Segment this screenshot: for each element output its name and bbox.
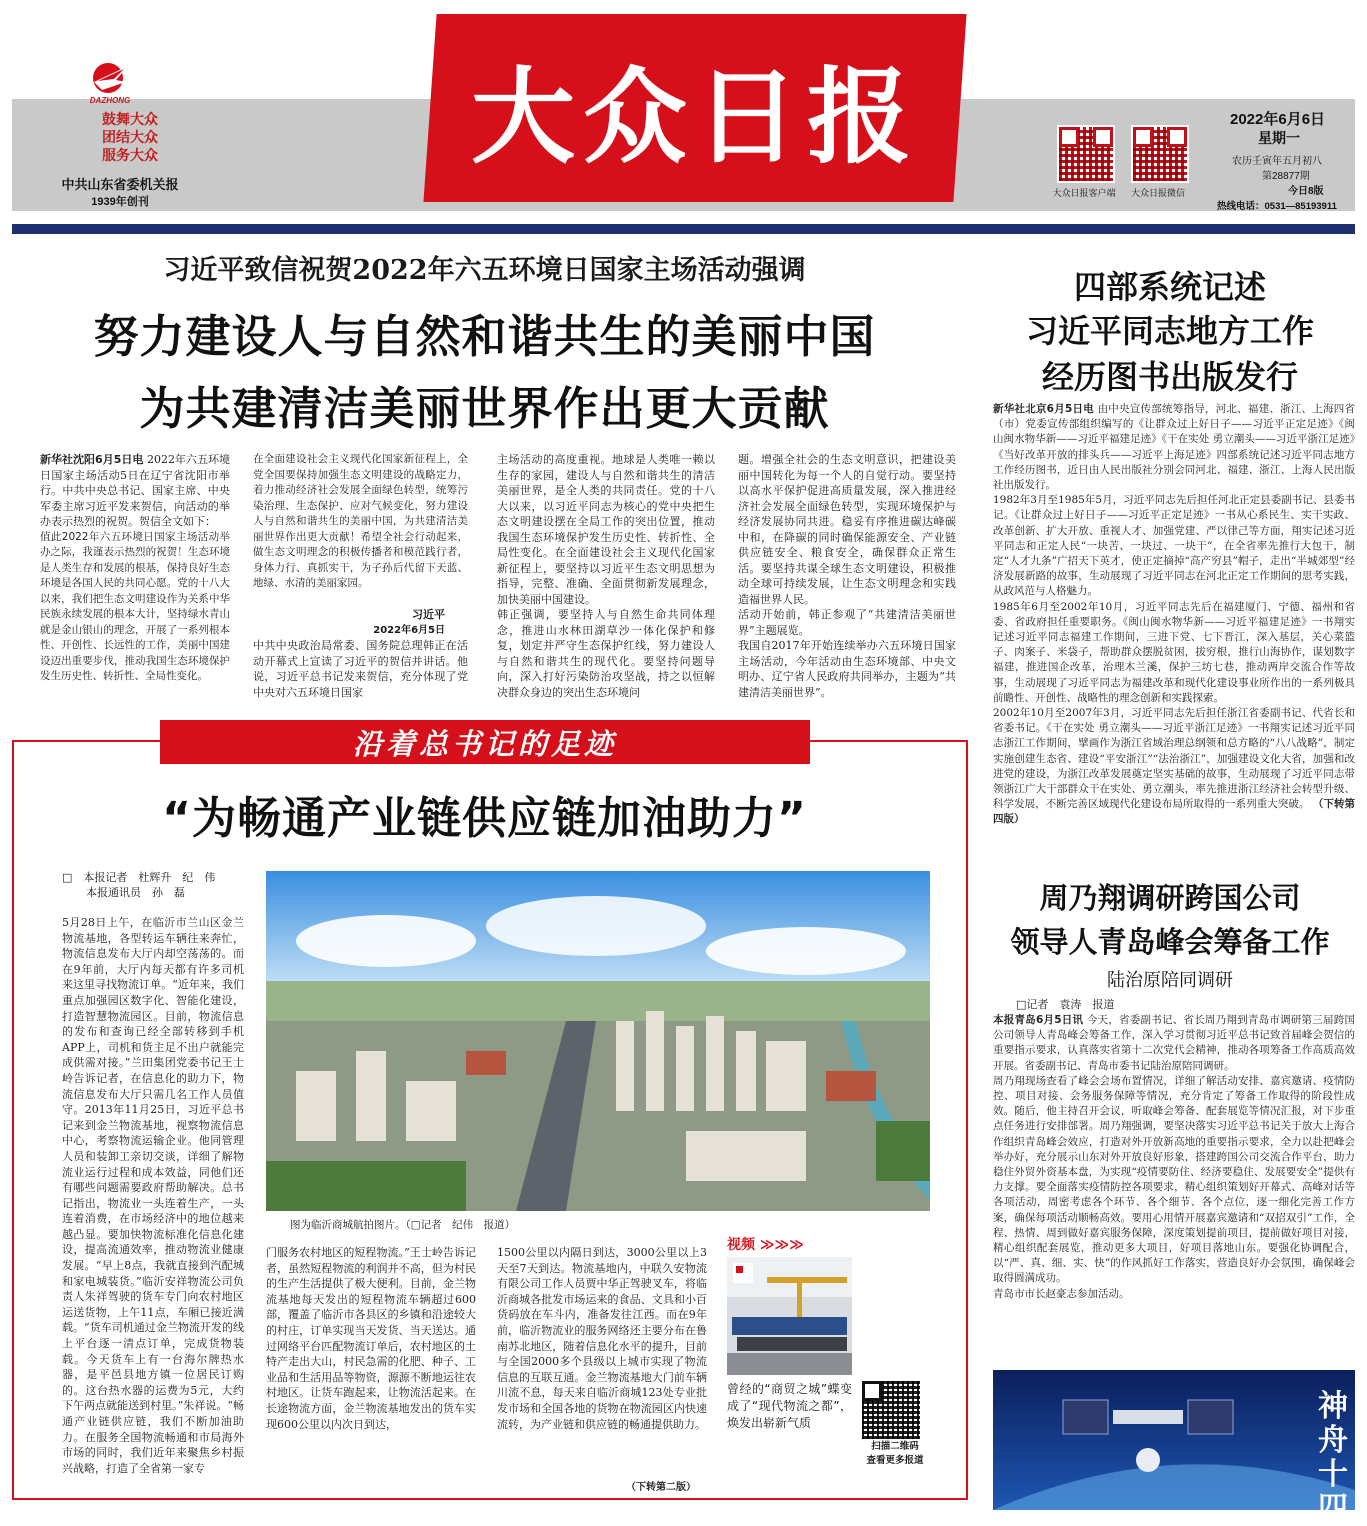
lead-column-2-body: 中共中央政治局常委、国务院总理韩正在活动开幕式上宣读了习近平的贺信并讲话。他说，习近平总书记发来贺信，充分体现了党中央对六五环境日国家 [253,639,468,699]
report-qr-icon[interactable] [862,1381,920,1439]
masthead-rule [12,224,1355,234]
summit-article [993,1013,1355,1353]
summit-dateline: 本报青岛6月5日讯 [993,1014,1084,1026]
books-headline-3[interactable]: 经历图书出版发行 [1041,358,1298,396]
lead-headline-1[interactable]: 努力建设人与自然和谐共生的美丽中国 [93,310,876,363]
founded-line: 1939年创刊 [91,196,149,208]
client-qr-caption: 大众日报客户端 [1052,188,1116,198]
newspaper-title[interactable]: 大众日报 [470,55,919,178]
lead-dateline: 新华社沈阳6月5日电 [40,453,144,466]
feature-byline-1: □ 本报记者 杜辉升 纪 伟 [62,871,216,884]
summit-para-2: 周乃翔现场查看了峰会会场布置情况，详细了解活动安排、嘉宾邀请、疫情防控、项目对接、会务服务保障等情况，充分肯定了筹备工作取得的阶段性成效。随后，他主持召开会议，听取峰会筹备、配套展览等情况汇报，对下步重点任务进行安排部署。周乃翔强调，要坚决落实习近平总书记关于放大上海合作组织青岛峰会效应，打造对外开放新高地的重要指示要求，全力以赴把峰会举办好，充分展示山东对外开放良好形象，搭建跨国公司交流合作平台，助力稳住外贸外资基本盘，为实现“疫情要防住、经济要稳住、发展要安全”提供有力支撑。要全面落实疫情防控各项要求，精心组织策划好开幕式、高峰对话等各项活动，周密考虑各个环节、各个细节、各个点位，逐一细化完善工作方案，确保每项活动顺畅高效。要用心用情开展嘉宾邀请和“双招双引”工作，全程、热情、周到做好嘉宾服务保障，深度策划提前项目，提前做好项目对接，精心组织配套展览，推动更多大项目，好项目落地山东。要强化协调配合，以“严、真、细、实、快”的作风抓好工作落实，营造良好办会氛围，确保峰会取得圆满成功。 [993,1074,1355,1285]
summit-para-3: 青岛市市长赵豪志参加活动。 [993,1287,1130,1300]
summit-subhead: 陆治原陪同调研 [1107,970,1233,991]
slogan-1: 鼓舞大众 [102,111,158,127]
hotline: 热线电话：0531—85193911 [1217,201,1337,212]
summit-para-1: 今天，省委副书记、省长周乃翔到青岛市调研第三届跨国公司领导人青岛峰会筹备工作，深入学习贯彻习近平总书记致首届峰会贺信的重要指示要求，认真落实省第十二次党代会精神，推动各项筹备工作高质高效开展。省委副书记、青岛市委书记陆治原陪同调研。 [993,1014,1355,1072]
books-para-2: 1982年3月至1985年5月，习近平同志先后担任河北正定县委副书记、县委书记。《让群众过上好日子——习近平正定足迹》一书从心系民生、实干实政、改革创新、扩大开放、重视人才、加强党建、严以律己等方面，翔实记述习近平同志和正定人民“一块苦、一块过、一块干”，在全省率先推行大包干，制定“人才九条”广招天下英才，使正定摘掉“高产穷县”帽子，走出“半城郊型”经济发展新路的故事，生动展现了习近平同志在河北正定工作期间的思考实践，从政风范与人格魅力。 [993,494,1355,598]
lead-column-4-para-3: 我国自2017年开始连续举办六五环境日国家主场活动，今年活动由生态环境部、中央文明办、辽宁省人民政府共同举办，主题为“共建清洁美丽世界”。 [738,639,956,699]
lead-headline-2[interactable]: 为共建清洁美丽世界作出更大贡献 [139,382,830,435]
feature-jump[interactable]: （下转第二版） [626,1482,696,1493]
photo-caption: 图为临沂商城航拍图片。（□记者 纪伟 报道） [290,1219,516,1231]
video-caption: 曾经的“商贸之城”蝶变成了“现代物流之都”，焕发出崭新气质 [727,1382,852,1430]
books-headline-1[interactable]: 四部系统记述 [1073,268,1266,306]
space-station-image[interactable] [993,1370,1355,1510]
wechat-qr-caption: 大众日报微信 [1130,188,1185,198]
page-count: 今日8版 [1288,186,1324,197]
letter-part-2: 在全面建设社会主义现代化国家新征程上，全党全国要保持加强生态文明建设的战略定力，着力推动经济社会发展全面绿色转型，统筹污染治理、生态保护、应对气候变化，努力建设人与自然和谐共生的美丽中国，为共建清洁美丽世界作出更大贡献！希望全社会行动起来，做生态文明理念的积极传播者和模范践行者，身体力行、真抓实干，为子孙后代留下天蓝、地绿、水清的美丽家园。 [253,453,468,589]
summit-headline-2[interactable]: 领导人青岛峰会筹备工作 [1010,925,1330,959]
feature-column-2: 门服务农村地区的短程物流。”王士岭告诉记者，虽然短程物流的利润并不高，但为村民的生产生活提供了极大便利。目前，金兰物流基地每天发出的短程物流车辆超过600部，覆盖了临沂市各县区的乡镇和沿途较大的村庄，订单实现当天发货、当天送达。通过网络平台匹配物流订单后，农村地区的土特产走出大山，村民急需的化肥、种子、工业品和生活用品等物资，源源不断地运往农村地区。让货车跑起来，让物流活起来。在长途物流方面，金兰物流基地发出的货车实现600公里以内次日到达， [266,1246,476,1431]
slogan-2: 团结大众 [102,129,158,145]
video-thumbnail[interactable] [727,1257,852,1375]
letter-date: 2022年6月5日 [373,625,445,636]
lead-intro: 2022年六五环境日国家主场活动5日在辽宁省沈阳市举行。中共中央总书记、国家主席、中央军委主席习近平发来贺信，向活动的举办表示热烈的祝贺。贺信全文如下： [40,453,230,528]
lead-column-1 [40,452,230,724]
feature-column-1: 5月28日上午，在临沂市兰山区金兰物流基地，各型转运车辆往来奔忙，物流信息发布大厅内却空荡荡的。而在9年前，大厅内每天都有许多司机来这里寻找物流订单。“近年来，我们重点加强园区数字化、智能化建设，打造智慧物流园区。目前，物流信息的发布和查询已经全部转移到手机APP上，司机和货主足不出户就能完成供需对接。”兰田集团党委书记王士岭告诉记者，在信息化的助力下，物流信息发布大厅只需几名工作人员值守。2013年11月25日，习近平总书记来到金兰物流基地，视察物流信息中心，考察物流运输企业。他同管理人员和装卸工亲切交谈，详细了解物流业运行过程和成本效益，同他们还有哪些问题需要政府帮助解决。总书记指出，物流业一头连着生产，一头连着消费，在市场经济中的地位越来越凸显。要加快物流标准化信息化建设，提高流通效率，推动物流业健康发展。“早上8点，我就直接到汽配城和家电城装货。”临沂安祥物流公司负责人朱祥驾驶的货车专门向农村地区运送货物，上午11点，车厢已接近满载。“货车司机通过金兰物流开发的线上平台逐一清点订单，完成货物装载。今天货车上有一台海尔牌热水器，是平邑县地方镇一位居民订购的。这台热水器的运费为5元，大约下午两点就能送到村里。”朱祥说。“畅通产业链供应链，我们不断加油助力。在服务全国物流畅通和市局海外市场的同时，我们近年来聚焦乡村振兴战略，打造了全省第一家专 [62,916,244,1475]
organ-line: 中共山东省委机关报 [61,177,179,192]
books-dateline: 新华社北京6月5日电 [993,403,1094,415]
summit-byline: □记者 袁涛 报道 [1016,998,1115,1011]
linyi-aerial-photo[interactable] [266,871,930,1211]
letter-part-1: 值此2022年六五环境日国家主场活动举办之际，我谨表示热烈的祝贺！生态环境是人类生存和发展的根基，保持良好生态环境是各国人民的共同心愿。党的十八大以来，我们把生态文明建设作为关系中华民族永续发展的根本大计，坚持绿水青山就是金山银山的理念，开展了一系列根本性、开创性、长远性的工作，美丽中国建设迈出重要步伐，推动我国生态环境保护发生历史性、转折性、全局性变化。 [40,530,230,682]
feature-headline[interactable]: “为畅通产业链供应链加油助力” [162,793,807,844]
letter-signature: 习近平 [412,608,445,621]
wechat-qr-icon[interactable] [1131,125,1189,183]
issue-date: 2022年6月6日 [1230,111,1326,128]
video-label[interactable]: 视频 ≫≫≫ [727,1237,804,1253]
space-teaser-title[interactable]: 神舟十四 [1318,1389,1348,1526]
scan-hint-line-1: 扫描二维码 [871,1441,919,1452]
feature-ribbon: 沿着总书记的足迹 [160,720,810,764]
lead-column-3-para-1: 主场活动的高度重视。地球是人类唯一赖以生存的家园，建设人与自然和谐共生的清洁美丽世界，是全人类的共同责任。党的十八大以来，以习近平同志为核心的党中央把生态文明建设摆在全局工作的突出位置，推动我国生态环境保护发生历史性、转折性、全局性变化。在全面建设社会主义现代化国家新征程上，要坚持以习近平生态文明思想为指导，完整、准确、全面贯彻新发展理念，加快美丽中国建设。 [497,453,715,606]
lead-kicker[interactable]: 习近平致信祝贺2022年六五环境日国家主场活动强调 [163,255,806,286]
books-para-3: 1985年6月至2002年10月，习近平同志先后在福建厦门、宁德、福州和省委、省政府担任重要职务。《闽山闽水物华新——习近平福建足迹》一书翔实记述习近平同志福建工作期间，三进下党、七下晋江，深入基层，关心菜篮子、肉案子、米袋子，帮助群众摆脱贫困，拔穷根，推行山海协作，谋划数字福建，推进国企改革，治理木兰溪，保护三坊七巷，推动两岸交流合作等故事，生动展现了习近平同志为福建改革和现代化建设事业所作出的一系列极具前瞻性、开创性、战略性的理念创新和实践探索。 [993,600,1355,704]
summit-headline-1[interactable]: 周乃翔调研跨国公司 [1039,881,1301,915]
scan-hint [858,1440,932,1468]
scan-hint-line-2: 查看更多报道 [866,1455,924,1466]
books-article [993,402,1355,857]
feature-column-3: 1500公里以内隔日到达，3000公里以上3天至7天到达。物流基地内，中联久安物流有限公司工作人员贾中华正驾驶叉车，将临沂商城各批发市场运来的食品、文具和小百货码放在车斗内，准备发往江西。而在9年前，临沂物流业的服务网络还主要分布在鲁南苏北地区，随着信息化水平的提升，目前与全国2000多个县级以上城市实现了物流信息的互联互通。金兰物流基地大门前车辆川流不息，每天来自临沂商城123处专业批发市场和全国各地的货物在物流园区内快速流转，为产业链和供应链的畅通提供助力。 [497,1246,707,1431]
slogan-3: 服务大众 [102,147,158,163]
books-para-4: 2002年10月至2007年3月，习近平同志先后担任浙江省委副书记、代省长和省委书记。《干在实处 勇立潮头——习近平浙江足迹》一书翔实记述习近平同志浙江工作期间，擘画作为浙江省域治理总纲领和总方略的“八八战略”，制定实施创建生态省、建设“平安浙江”“法治浙江”，加强建设文化大省，加强和改进党的建设，为浙江改革发展奠定坚实基础的故事，生动展现了习近平同志带领浙江广大干部群众干在实处、勇立潮头，率先推进浙江经济社会转型升级、科学发展，不断完善区域现代化建设布局所取得的一系列重大突破。 [993,707,1355,811]
lead-column-4 [738,452,956,724]
issue-number: 第28877期 [1262,171,1310,182]
client-qr-icon[interactable] [1057,125,1115,183]
lunar-date: 农历壬寅年五月初八 [1232,156,1322,167]
books-jump[interactable]: （下转第四版） [993,798,1355,826]
weekday: 星期一 [1258,130,1300,146]
feature-byline-2: 本报通讯员 孙 磊 [86,886,185,899]
books-para-1: 由中央宣传部统筹指导，河北、福建、浙江、上海四省（市）党委宣传部组织编写的《让群众过上好日子——习近平正定足迹》《闽山闽水物华新——习近平福建足迹》《干在实处 勇立潮头——习近平浙江足迹》《当好改革开放的排头兵——习近平上海足迹》四部系统记述习近平同志地方工作经历图书，近日由人民出版社分别会同河北、福建、浙江、上海人民出版社出版发行。 [993,403,1355,492]
lead-column-4-para-2: 活动开始前，韩正参观了“共建清洁美丽世界”主题展览。 [738,608,956,637]
logo-wordmark: DAZHONG [89,96,131,105]
books-headline-2[interactable]: 习近平同志地方工作 [1025,312,1314,350]
lead-column-3-para-2: 韩正强调，要坚持人与自然生命共同体理念，推进山水林田湖草沙一体化保护和修复，划定并严守生态保护红线，努力建设人与自然和谐共生的现代化。要坚持问题导向，深入打好污染防治攻坚战，持之以恒解决群众身边的突出生态环境问 [497,608,715,699]
dazhong-logo-icon [88,60,132,94]
lead-column-3 [497,452,715,724]
lead-column-4-para-1: 题。增强全社会的生态文明意识，把建设美丽中国转化为每一个人的自觉行动。要坚持以高水平保护促进高质量发展，深入推进经济社会发展全面绿色转型，实现环境保护与经济发展协同共进。稳妥有序推进碳达峰碳中和，在降碳的同时确保能源安全、产业链供应链安全、粮食安全，确保群众正常生活。要坚持共谋全球生态文明建设，积极推动全球可持续发展，让生态文明理念和实践造福世界人民。 [738,453,956,606]
